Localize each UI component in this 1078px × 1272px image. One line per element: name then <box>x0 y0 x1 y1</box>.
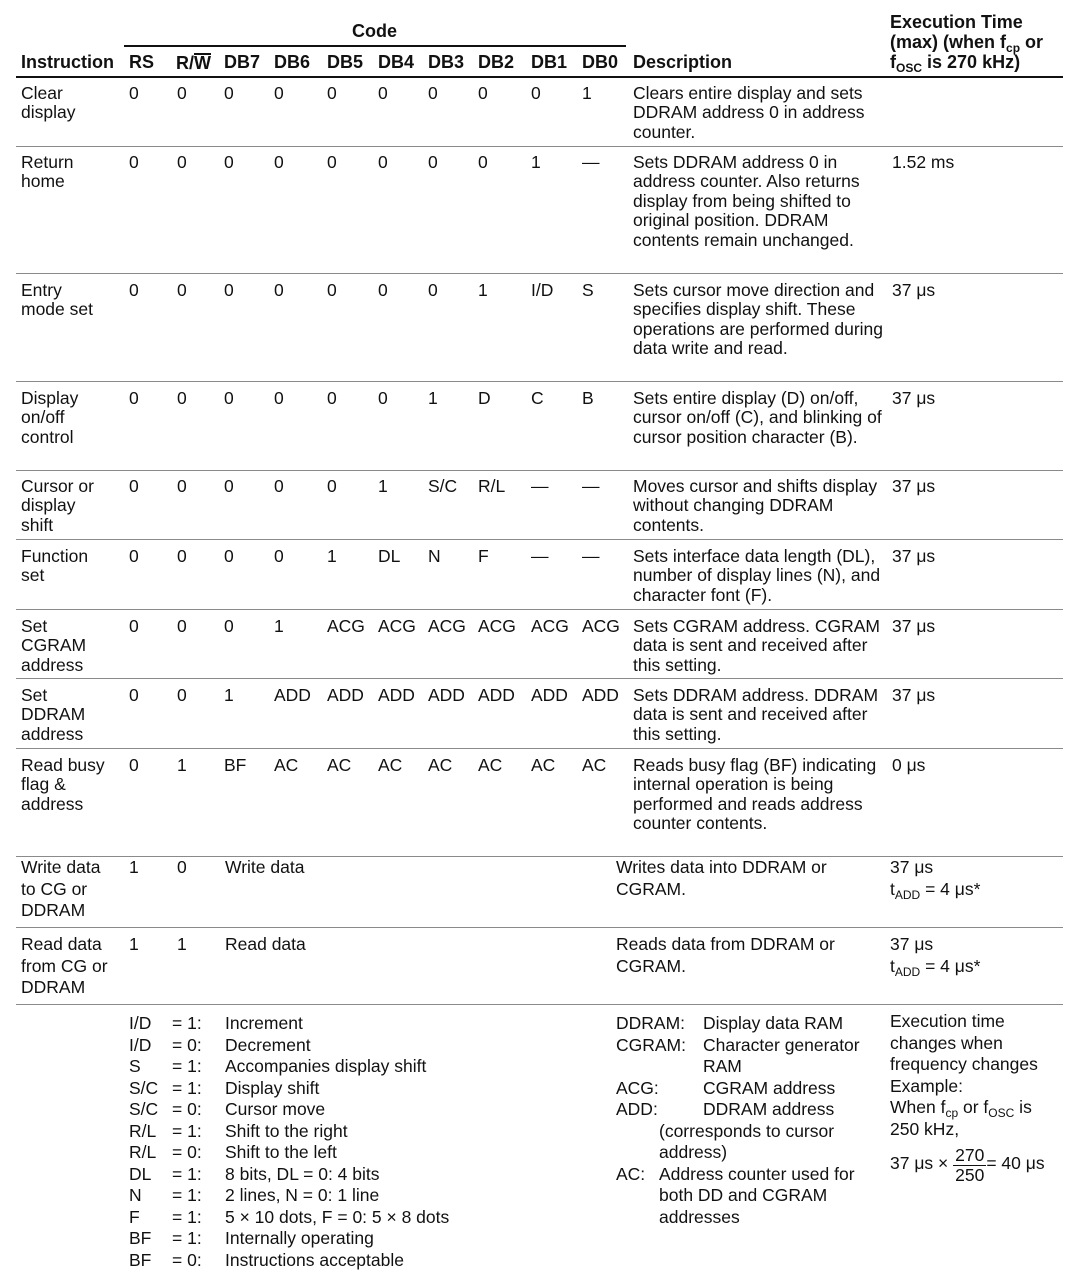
code-bit: AC <box>582 755 607 775</box>
code-bit: ADD <box>327 685 364 705</box>
row-divider <box>16 146 1063 147</box>
db1-header: DB1 <box>531 52 568 72</box>
code-bit: N <box>428 546 441 566</box>
code-bit: AC <box>327 755 352 775</box>
legend-flag-row: S/C = 0: Cursor move <box>129 1099 326 1119</box>
code-bit: 0 <box>224 616 234 636</box>
note-line: frequency changes <box>890 1054 1038 1074</box>
code-bit: 0 <box>378 388 388 408</box>
code-bit: ADD <box>274 685 311 705</box>
code-bit: 0 <box>129 152 139 172</box>
code-bit: 0 <box>531 83 541 103</box>
execution-time: 37 μs $t_{ADD} = 4$ μs* <box>890 934 981 979</box>
code-bit: AC <box>531 755 556 775</box>
code-bit: 0 <box>378 280 388 300</box>
code-bit: 0 <box>177 616 187 636</box>
instruction-name: Write data to CG or DDRAM <box>21 857 101 920</box>
code-bit: 1 <box>129 857 139 877</box>
row-divider <box>16 381 1063 382</box>
data-code: Write data <box>225 857 305 877</box>
code-bit: 0 <box>224 476 234 496</box>
note-line: Execution time <box>890 1011 1005 1031</box>
code-bit: R/L <box>478 476 506 496</box>
code-bit: 0 <box>274 546 284 566</box>
code-bit: 0 <box>177 152 187 172</box>
code-bit: 0 <box>177 280 187 300</box>
execution-time: 0 μs <box>892 755 926 775</box>
code-bit: C <box>531 388 544 408</box>
code-bit: 1 <box>129 934 139 954</box>
code-bit: ACG <box>428 616 466 636</box>
legend-key: DDRAM: <box>616 1013 686 1033</box>
legend-value: Display data RAM <box>703 1013 844 1033</box>
instruction-name: Clear display <box>21 83 76 123</box>
code-bit: 0 <box>327 280 337 300</box>
row-divider <box>16 539 1063 540</box>
instruction-description: Sets interface data length (DL), number of display lines (N), and character font (F). <box>633 546 881 605</box>
instruction-header: Instruction <box>21 52 114 72</box>
legend-value: CGRAM address <box>703 1077 836 1098</box>
legend-value: Character generator <box>703 1034 860 1055</box>
code-bit: 0 <box>129 280 139 300</box>
code-bit: AC <box>478 755 503 775</box>
execution-time: 1.52 ms <box>892 152 955 172</box>
code-bit: ACG <box>531 616 569 636</box>
instruction-description: Clears entire display and sets DDRAM address 0 in address counter. <box>633 83 865 142</box>
db4-header: DB4 <box>378 52 415 72</box>
legend-abbreviations <box>616 1013 860 1228</box>
code-bit: 0 <box>177 476 187 496</box>
note-line: 250 kHz, <box>890 1118 960 1139</box>
header-rule <box>16 76 1063 78</box>
code-bit: ACG <box>378 616 416 636</box>
legend-flag-row: I/D = 0: Decrement <box>129 1034 311 1055</box>
code-bit: ACG <box>327 616 365 636</box>
legend-flag-row: BF = 0: Instructions acceptable <box>129 1249 404 1270</box>
code-bit: 1 <box>177 934 187 954</box>
execution-time: 37 μs <box>892 388 936 408</box>
legend-value: RAM <box>703 1056 742 1076</box>
code-bit: ADD <box>478 685 515 705</box>
code-bit: 0 <box>224 280 234 300</box>
instruction-name: Set CGRAM address <box>21 616 87 675</box>
row-divider <box>16 1004 1063 1005</box>
row-divider <box>16 609 1063 610</box>
code-bit: 0 <box>274 152 284 172</box>
code-bit: 0 <box>378 83 388 103</box>
code-bit: 1 <box>177 755 187 775</box>
rw-header: R/W <box>176 53 211 73</box>
rs-header: RS <box>129 52 155 72</box>
legend-value: addresses <box>659 1206 740 1227</box>
code-bit: 0 <box>129 685 139 705</box>
code-bit: 0 <box>327 83 337 103</box>
legend-key: ADD: <box>616 1099 658 1119</box>
row-divider <box>16 927 1063 928</box>
instruction-description: Sets cursor move direction and specifies display shift. These operations are performed during data write and read. <box>633 280 884 359</box>
code-bit: 0 <box>129 616 139 636</box>
data-code: Read data <box>225 934 306 954</box>
execution-time: 37 μs <box>892 546 936 566</box>
code-bit: 0 <box>177 546 187 566</box>
code-bit: 0 <box>129 476 139 496</box>
legend-flag-row: S = 1: Accompanies display shift <box>129 1056 427 1076</box>
code-bit: — <box>531 546 549 566</box>
instruction-name: Function set <box>21 546 89 586</box>
code-bit: 0 <box>177 83 187 103</box>
code-bit: ADD <box>428 685 465 705</box>
code-bit: 0 <box>177 857 187 877</box>
code-bit: 0 <box>274 476 284 496</box>
db2-header: DB2 <box>478 52 515 72</box>
code-bit: 1 <box>274 616 284 636</box>
execution-time: 37 μs $t_{ADD} = 4$ μs* <box>890 857 981 902</box>
code-bit: S/C <box>428 476 458 496</box>
instruction-description: Sets entire display (D) on/off, cursor on/off (C), and blinking of cursor position character (B). <box>633 388 882 447</box>
code-bit: 0 <box>274 280 284 300</box>
legend-flag-row: DL = 1: 8 bits, DL = 0: 4 bits <box>129 1163 380 1184</box>
db3-header: DB3 <box>428 52 465 72</box>
instruction-description: Reads busy flag (BF) indicating internal operation is being performed and reads address counter contents. <box>633 755 877 834</box>
legend-value: address) <box>659 1142 728 1162</box>
code-bit: 0 <box>478 83 488 103</box>
code-bit: F <box>478 546 489 566</box>
legend-key: AC: <box>616 1163 646 1184</box>
code-bit: 1 <box>478 280 488 300</box>
execution-time: 37 μs <box>892 616 936 636</box>
instruction-name: Cursor or display shift <box>21 476 94 535</box>
note-line: When $f_{cp}$ or $f_{OSC}$ is <box>890 1097 1032 1120</box>
instruction-name: Return home <box>21 152 74 192</box>
code-bit: 1 <box>428 388 438 408</box>
legend-flag-row: R/L = 0: Shift to the left <box>129 1142 337 1162</box>
legend-flag-row: F = 1: 5 × 10 dots, F = 0: 5 × 8 dots <box>129 1206 450 1227</box>
legend-flag-row: BF = 1: Internally operating <box>129 1228 374 1248</box>
legend-flag-row: S/C = 1: Display shift <box>129 1077 320 1098</box>
instruction-description: Writes data into DDRAM or CGRAM. <box>616 857 827 899</box>
instruction-description: Moves cursor and shifts display without changing DDRAM contents. <box>633 476 878 535</box>
code-header-rule <box>124 45 626 47</box>
legend-flag-row: I/D = 1: Increment <box>129 1013 303 1033</box>
code-bit: D <box>478 388 491 408</box>
instruction-name: Set DDRAM address <box>21 685 86 744</box>
db5-header: DB5 <box>327 52 364 72</box>
code-bit: 0 <box>177 388 187 408</box>
code-bit: S <box>582 280 594 300</box>
code-bit: — <box>582 476 600 496</box>
code-bit: I/D <box>531 280 554 300</box>
code-bit: 0 <box>428 152 438 172</box>
code-bit: AC <box>428 755 453 775</box>
note-line: changes when <box>890 1032 1003 1053</box>
legend-key: ACG: <box>616 1077 659 1098</box>
code-bit: ADD <box>531 685 568 705</box>
row-divider <box>16 470 1063 471</box>
legend-flag-row: N = 1: 2 lines, N = 0: 1 line <box>129 1185 380 1205</box>
code-bit: 0 <box>378 152 388 172</box>
instruction-description: Reads data from DDRAM or CGRAM. <box>616 934 835 976</box>
code-bit: — <box>582 152 600 172</box>
code-bit: 0 <box>224 546 234 566</box>
code-bit: 1 <box>224 685 234 705</box>
instruction-name: Entry mode set <box>21 280 93 320</box>
description-header: Description <box>633 52 733 72</box>
instruction-description: Sets DDRAM address. DDRAM data is sent and received after this setting. <box>633 685 879 744</box>
code-bit: DL <box>378 546 401 566</box>
code-bit: 1 <box>531 152 541 172</box>
code-bit: 0 <box>428 280 438 300</box>
code-bit: 0 <box>224 388 234 408</box>
code-bit: 0 <box>274 83 284 103</box>
instruction-name: Read data from CG or DDRAM <box>21 934 108 997</box>
code-bit: 1 <box>378 476 388 496</box>
code-bit: 1 <box>327 546 337 566</box>
code-bit: 0 <box>129 83 139 103</box>
row-divider <box>16 273 1063 274</box>
instruction-name: Display on/off control <box>21 388 79 447</box>
execution-time: 37 μs <box>892 280 936 300</box>
legend-flag-row: R/L = 1: Shift to the right <box>129 1120 348 1141</box>
code-bit: 0 <box>224 83 234 103</box>
execution-time: 37 μs <box>892 476 936 496</box>
code-bit: 0 <box>274 388 284 408</box>
row-divider <box>16 748 1063 749</box>
db6-header: DB6 <box>274 52 311 72</box>
note-line: Example: <box>890 1075 963 1096</box>
legend-value: DDRAM address <box>703 1099 835 1119</box>
legend-key: CGRAM: <box>616 1034 686 1055</box>
code-bit: ADD <box>582 685 619 705</box>
code-bit: 0 <box>327 476 337 496</box>
code-bit: AC <box>274 755 299 775</box>
code-bit: 0 <box>428 83 438 103</box>
legend-execution-note <box>890 1011 1045 1185</box>
code-bit: 0 <box>327 388 337 408</box>
legend-value: (corresponds to cursor <box>659 1120 835 1141</box>
code-bit: B <box>582 388 594 408</box>
instruction-description: Sets DDRAM address 0 in address counter. Also returns display from being shifted to original position. DDRAM contents remain unchanged. <box>633 152 860 250</box>
code-bit: 0 <box>129 388 139 408</box>
legend-value: Address counter used for <box>659 1163 855 1184</box>
code-bit: ACG <box>582 616 620 636</box>
code-bit: 0 <box>129 546 139 566</box>
code-bit: — <box>531 476 549 496</box>
legend-flags <box>129 1013 609 1271</box>
instruction-name: Read busy flag & address <box>21 755 105 814</box>
code-bit: ACG <box>478 616 516 636</box>
code-bit: 0 <box>478 152 488 172</box>
code-bit: — <box>582 546 600 566</box>
code-bit: 0 <box>327 152 337 172</box>
instruction-description: Sets CGRAM address. CGRAM data is sent and received after this setting. <box>633 616 880 675</box>
execution-time: 37 μs <box>892 685 936 705</box>
code-header: Code <box>352 21 397 41</box>
code-bit: BF <box>224 755 247 775</box>
code-bit: 0 <box>224 152 234 172</box>
row-divider <box>16 678 1063 679</box>
code-bit: 0 <box>129 755 139 775</box>
code-bit: AC <box>378 755 403 775</box>
example-calculation: 37 μs × $\frac{270}{250}$ = 40 μs <box>890 1145 1045 1185</box>
db7-header: DB7 <box>224 52 261 72</box>
code-bit: 0 <box>177 685 187 705</box>
execution-time-header: Execution Time (max) (when $f_{cp}$ or $f_{OSC}$ is 270 kHz) <box>890 12 1044 75</box>
code-bit: ADD <box>378 685 415 705</box>
code-bit: 1 <box>582 83 592 103</box>
legend-value: both DD and CGRAM <box>659 1185 828 1205</box>
db0-header: DB0 <box>582 52 619 72</box>
